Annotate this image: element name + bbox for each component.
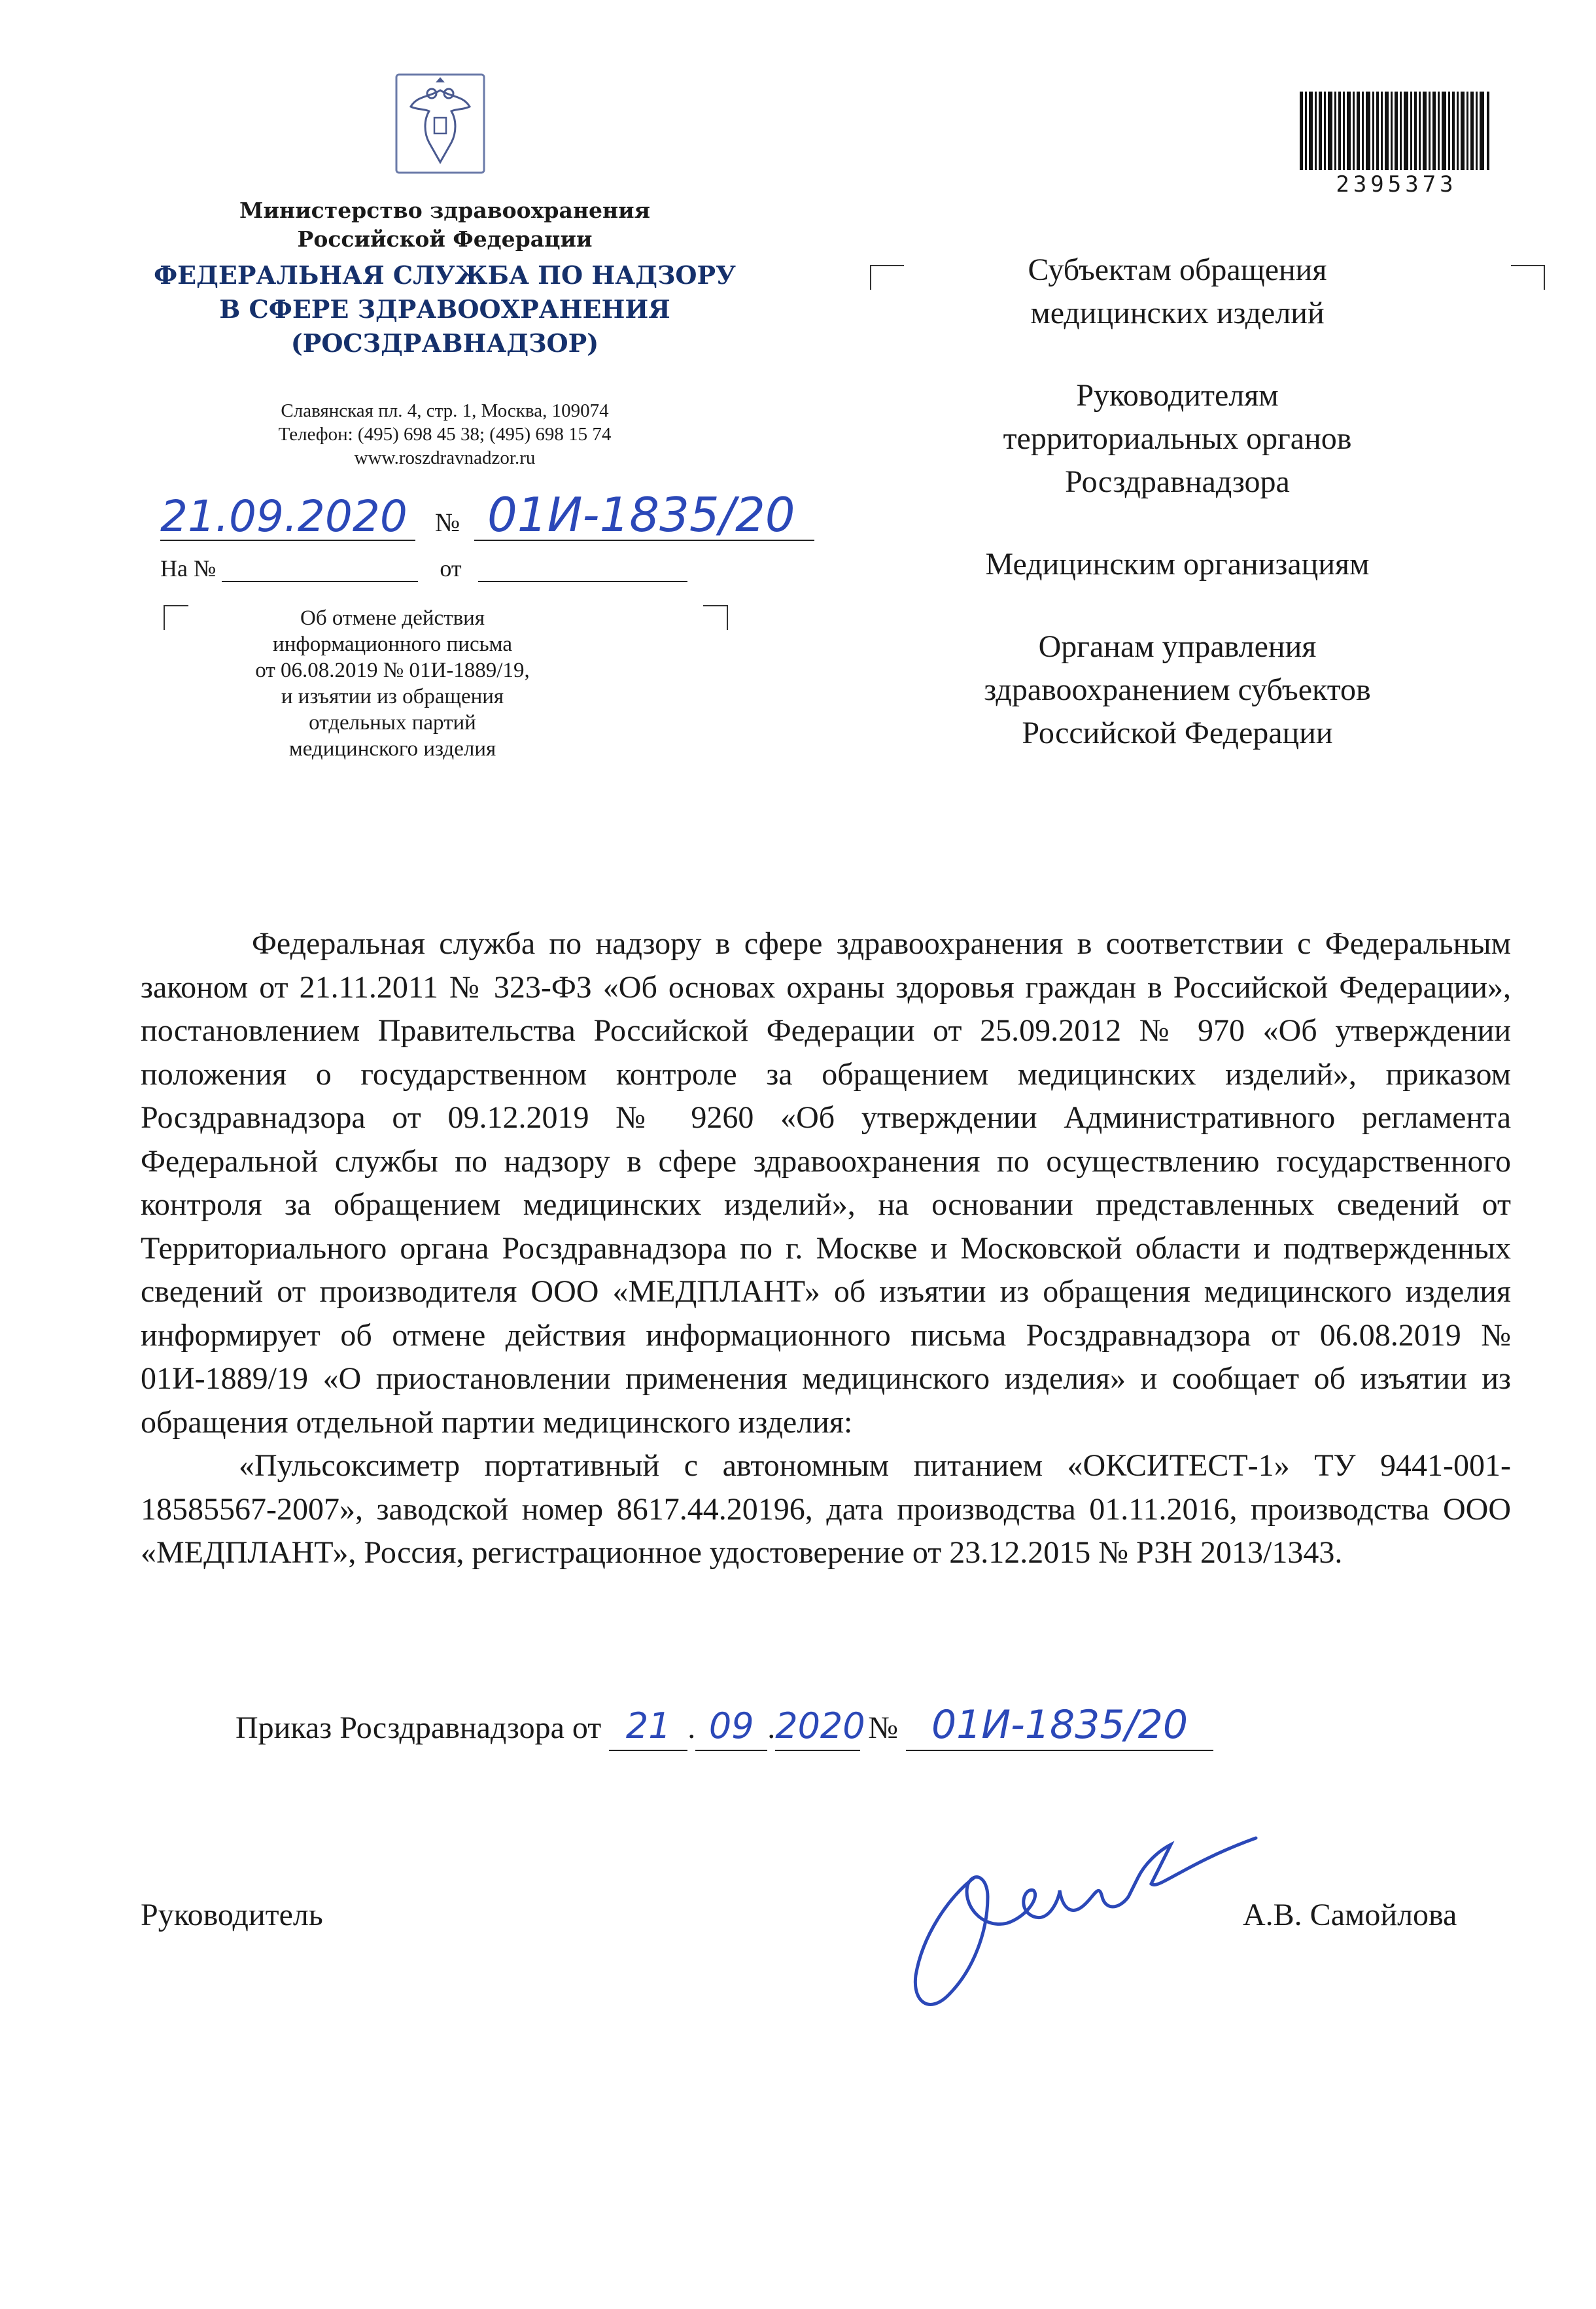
subject-line: от 06.08.2019 № 01И-1889/19, (255, 659, 530, 682)
phone-line: Телефон: (495) 698 45 38; (495) 698 15 74 (278, 424, 612, 445)
order-day: 21 (625, 1705, 671, 1746)
order-number: 01И-1835/20 (931, 1702, 1188, 1748)
order-year-field (775, 1705, 865, 1751)
recipient-line: территориальных органов (1003, 421, 1352, 456)
order-number-field (906, 1703, 1213, 1751)
order-prefix: Приказ Росздравнадзора от (235, 1710, 602, 1745)
recipient-line: медицинских изделий (1030, 296, 1325, 330)
order-month: 09 (708, 1705, 754, 1746)
recipient-line: Росздравнадзора (1065, 464, 1290, 499)
body-paragraph: Федеральная служба по надзору в сфере здравоохранения в соответствии с Федеральным законом от 21.11.2011 № 323-ФЗ «Об основах охраны здоровья граждан в Российской Федерации», постановлением Правительства Российской Федерации от 25.09.2012 № 970 «Об утверждении положения о государственном контроле за обращением медицинских изделий», приказом Росздравнадзора от 09.12.2019 № 9260 «Об утверждении Административного регламента Федеральной службы по надзору в сфере здравоохранения по осуществлению государственного контроля за обращением медицинских изделий», на основании представленных сведений от Территориального органа Росздравнадзора по г. Москве и Московской области и подтвержденных сведений от производителя ООО «МЕДПЛАНТ» об изъятии из обращения медицинского изделия информирует об отмене действия информационного письма Росздравнадзора от 06.08.2019 № 01И-1889/19 «О приостановлении применения медицинского изделия» и сообщает об изъятии из обращения отдельной партии медицинского изделия: (141, 926, 1511, 1440)
signer-role: Руководитель (141, 1898, 323, 1932)
recipient (916, 625, 1439, 755)
recipients-block (916, 249, 1439, 794)
order-number-sign: № (868, 1710, 899, 1745)
recipient-line: Российской Федерации (1022, 716, 1333, 750)
reply-number-blank (222, 568, 418, 582)
ministry-line: Российской Федерации (297, 226, 593, 252)
date-underline (160, 540, 415, 541)
service-line: В СФЕРЕ ЗДРАВООХРАНЕНИЯ (219, 294, 670, 324)
recipient-line: Медицинским организациям (985, 547, 1370, 582)
coat-of-arms-emblem (391, 71, 489, 182)
handwritten-signature (876, 1825, 1269, 2034)
letter-body (141, 922, 1511, 1575)
subject-line: медицинского изделия (288, 737, 496, 761)
subject-line: отдельных партий (309, 711, 476, 735)
corner-mark (1511, 265, 1545, 290)
order-year: 2020 (775, 1705, 865, 1746)
corner-mark (703, 605, 728, 630)
recipient-line: здравоохранением субъектов (984, 672, 1371, 707)
body-paragraph: «Пульсоксиметр портативный с автономным питанием «ОКСИТЕСТ-1» ТУ 9441-001-18585567-2007», заводской номер 8617.44.20196, дата производства 01.11.2016, производства ООО «МЕДПЛАНТ», Россия, регистрационное удостоверение от 23.12.2015 № РЗН 2013/1343. (141, 1448, 1511, 1570)
ministry-name (196, 196, 693, 254)
recipient (916, 543, 1439, 586)
reply-date-blank (478, 568, 687, 582)
order-day-field (609, 1705, 687, 1751)
recipient (916, 374, 1439, 504)
subject-line: Об отмене действия (300, 606, 485, 630)
reply-to-line (160, 555, 749, 582)
ministry-line: Министерство здравоохранения (239, 198, 650, 223)
reply-to-label: На № (160, 555, 217, 582)
website-link: www.roszdravnadzor.ru (354, 447, 536, 468)
order-reference: Приказ Росздравнадзора от 21 . 09 .2020 № 01И-1835/20 (141, 1703, 1596, 1751)
recipient-line: Субъектам обращения (1028, 252, 1327, 287)
corner-mark (164, 605, 188, 630)
registration-number: 01И-1835/20 (487, 487, 795, 542)
order-month-field (695, 1705, 767, 1751)
recipient-line: Руководителям (1076, 378, 1279, 413)
address-line: Славянская пл. 4, стр. 1, Москва, 109074 (281, 400, 609, 421)
number-sign: № (435, 508, 460, 537)
recipient-line: Органам управления (1038, 629, 1317, 664)
service-line: ФЕДЕРАЛЬНАЯ СЛУЖБА ПО НАДЗОРУ (154, 260, 736, 290)
subject-line: и изъятии из обращения (281, 685, 504, 708)
barcode (1298, 92, 1495, 170)
letter-subject (190, 605, 595, 762)
recipient (916, 249, 1439, 335)
registration-date: 21.09.2020 (160, 491, 408, 542)
registration-line (160, 487, 827, 546)
subject-line: информационного письма (273, 633, 512, 656)
barcode-number: 2395373 (1336, 171, 1457, 198)
corner-mark (870, 265, 904, 290)
signer-name: А.В. Самойлова (1243, 1898, 1457, 1932)
from-label: от (440, 555, 462, 582)
service-name (144, 258, 746, 360)
number-underline (474, 540, 814, 541)
service-line: (РОСЗДРАВНАДЗОР) (290, 328, 599, 358)
address-block (164, 399, 726, 470)
